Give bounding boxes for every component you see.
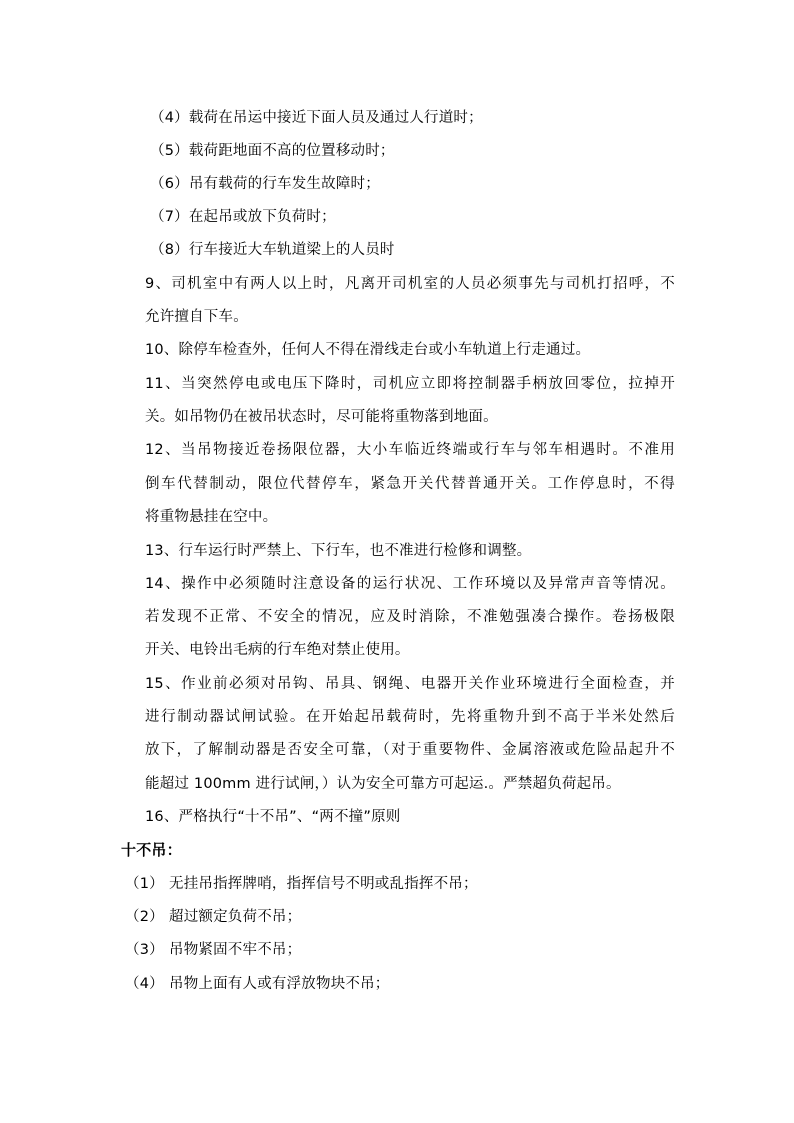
- list-item: [125, 874, 478, 894]
- list-item-number: （2）: [125, 909, 164, 925]
- sub-item-7: （7）在起吊或放下负荷时；: [150, 209, 336, 225]
- rule-14-line-3: 开关、电铃出毛病的行车绝对禁止使用。: [145, 642, 410, 658]
- list-item: [125, 907, 301, 927]
- rule-12-line-3: 将重物悬挂在空中。: [145, 509, 278, 525]
- list-item-text: 无挂吊指挥牌哨，指挥信号不明或乱指挥不吊；: [169, 876, 478, 892]
- list-item: [125, 974, 390, 994]
- rule-15-line-1: 15、作业前必须对吊钩、吊具、钢绳、电器开关作业环境进行全面检查，并: [145, 676, 675, 692]
- rule-11-line-1: 11、当突然停电或电压下降时，司机应立即将控制器手柄放回零位，拉掉开: [145, 376, 675, 392]
- list-item-text: 吊物上面有人或有浮放物块不吊；: [169, 976, 390, 992]
- rule-16: 16、严格执行“十不吊”、“两不撞”原则: [145, 809, 401, 825]
- list-item: [125, 940, 301, 960]
- rule-15-line-4: 能超过 100mm 进行试闸，）认为安全可靠方可起运.。严禁超负荷起吊。: [145, 776, 621, 792]
- rule-9-line-1: 9、司机室中有两人以上时，凡离开司机室的人员必须事先与司机打招呼，不: [145, 276, 675, 292]
- rule-15-line-2: 进行制动器试闸试验。在开始起吊载荷时，先将重物升到不高于半米处然后: [145, 709, 675, 725]
- list-item-number: （3）: [125, 942, 164, 958]
- rule-14-line-1: 14、操作中必须随时注意设备的运行状况、工作环境以及异常声音等情况。: [145, 576, 675, 592]
- sub-item-5: （5）载荷距地面不高的位置移动时；: [150, 143, 395, 159]
- list-item-number: （1）: [125, 876, 164, 892]
- list-item-text: 吊物紧固不牢不吊；: [169, 942, 302, 958]
- rule-9-line-2: 允许擅自下车。: [145, 309, 248, 325]
- sub-item-4: （4）载荷在吊运中接近下面人员及通过人行道时；: [150, 110, 483, 126]
- list-item-text: 超过额定负荷不吊；: [169, 909, 302, 925]
- rule-14-line-2: 若发现不正常、不安全的情况，应及时消除，不准勉强凑合操作。卷扬极限: [145, 609, 675, 625]
- sub-item-8: （8）行车接近大车轨道梁上的人员时: [150, 242, 395, 258]
- rule-12-line-2: 倒车代替制动，限位代替停车，紧急开关代替普通开关。工作停息时，不得: [145, 476, 675, 492]
- rule-10: 10、除停车检查外，任何人不得在滑线走台或小车轨道上行走通过。: [145, 342, 591, 358]
- sub-item-6: （6）吊有载荷的行车发生故障时；: [150, 176, 380, 192]
- rule-15-line-3: 放下，了解制动器是否安全可靠，（对于重要物件、金属溶液或危险品起升不: [145, 742, 675, 758]
- rule-12-line-1: 12、当吊物接近卷扬限位器，大小车临近终端或行车与邻车相遇时。不准用: [145, 442, 675, 458]
- section-heading: 十不吊：: [121, 841, 182, 859]
- rule-11-line-2: 关。如吊物仍在被吊状态时，尽可能将重物落到地面。: [145, 409, 498, 425]
- rule-13: 13、行车运行时严禁上、下行车，也不准进行检修和调整。: [145, 543, 532, 559]
- list-item-number: （4）: [125, 976, 164, 992]
